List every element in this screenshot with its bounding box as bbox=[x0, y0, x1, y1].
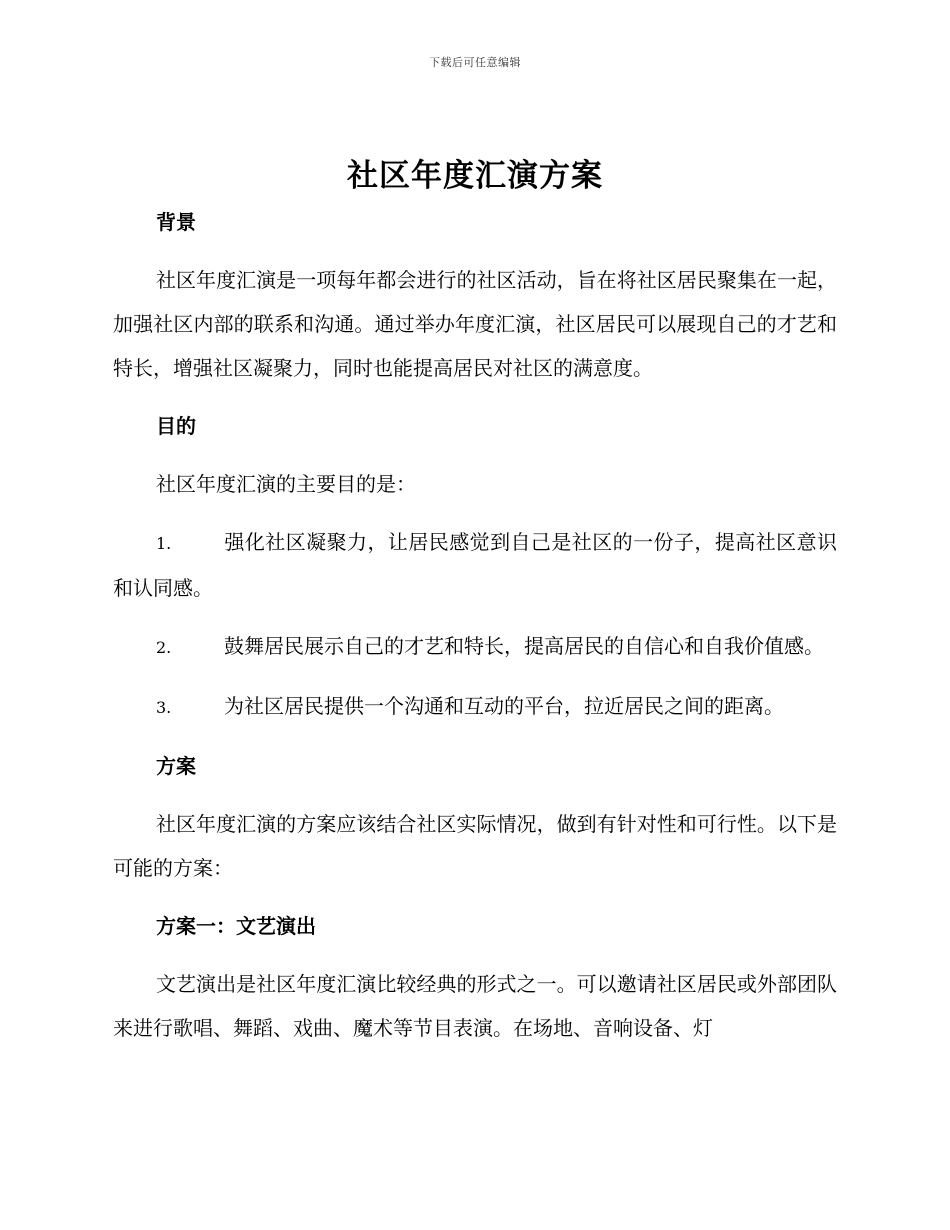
list-number: 2. bbox=[156, 638, 172, 657]
list-item-text: 为社区居民提供一个沟通和互动的平台，拉近居民之间的距离。 bbox=[224, 694, 784, 718]
header-note: 下载后可任意编辑 bbox=[429, 56, 521, 69]
list-item-text: 鼓舞居民展示自己的才艺和特长，提高居民的自信心和自我价值感。 bbox=[224, 634, 824, 658]
purpose-list-item bbox=[113, 684, 837, 730]
section-heading-plan: 方案 bbox=[156, 754, 196, 778]
document-body bbox=[113, 200, 837, 1050]
document-title: 社区年度汇演方案 bbox=[347, 158, 603, 194]
list-number: 1. bbox=[156, 534, 172, 553]
list-number: 3. bbox=[156, 698, 172, 717]
section-heading-purpose: 目的 bbox=[156, 414, 196, 438]
option1-paragraph: 文艺演出是社区年度汇演比较经典的形式之一。可以邀请社区居民或外部团队来进行歌唱、舞蹈、戏曲、魔术等节目表演。在场地、音响设备、灯 bbox=[113, 972, 837, 1040]
subsection-heading-option1: 方案一：文艺演出 bbox=[156, 914, 316, 938]
purpose-list-item bbox=[113, 624, 837, 670]
plan-intro: 社区年度汇演的方案应该结合社区实际情况，做到有针对性和可行性。以下是可能的方案： bbox=[113, 812, 837, 880]
list-item-text: 强化社区凝聚力，让居民感觉到自己是社区的一份子，提高社区意识和认同感。 bbox=[113, 530, 837, 600]
section-heading-background: 背景 bbox=[156, 210, 196, 234]
background-paragraph: 社区年度汇演是一项每年都会进行的社区活动，旨在将社区居民聚集在一起，加强社区内部的联系和沟通。通过举办年度汇演，社区居民可以展现自己的才艺和特长，增强社区凝聚力，同时也能提高居民对社区的满意度。 bbox=[113, 268, 837, 380]
purpose-list-item bbox=[113, 520, 837, 610]
purpose-intro: 社区年度汇演的主要目的是： bbox=[156, 472, 416, 496]
